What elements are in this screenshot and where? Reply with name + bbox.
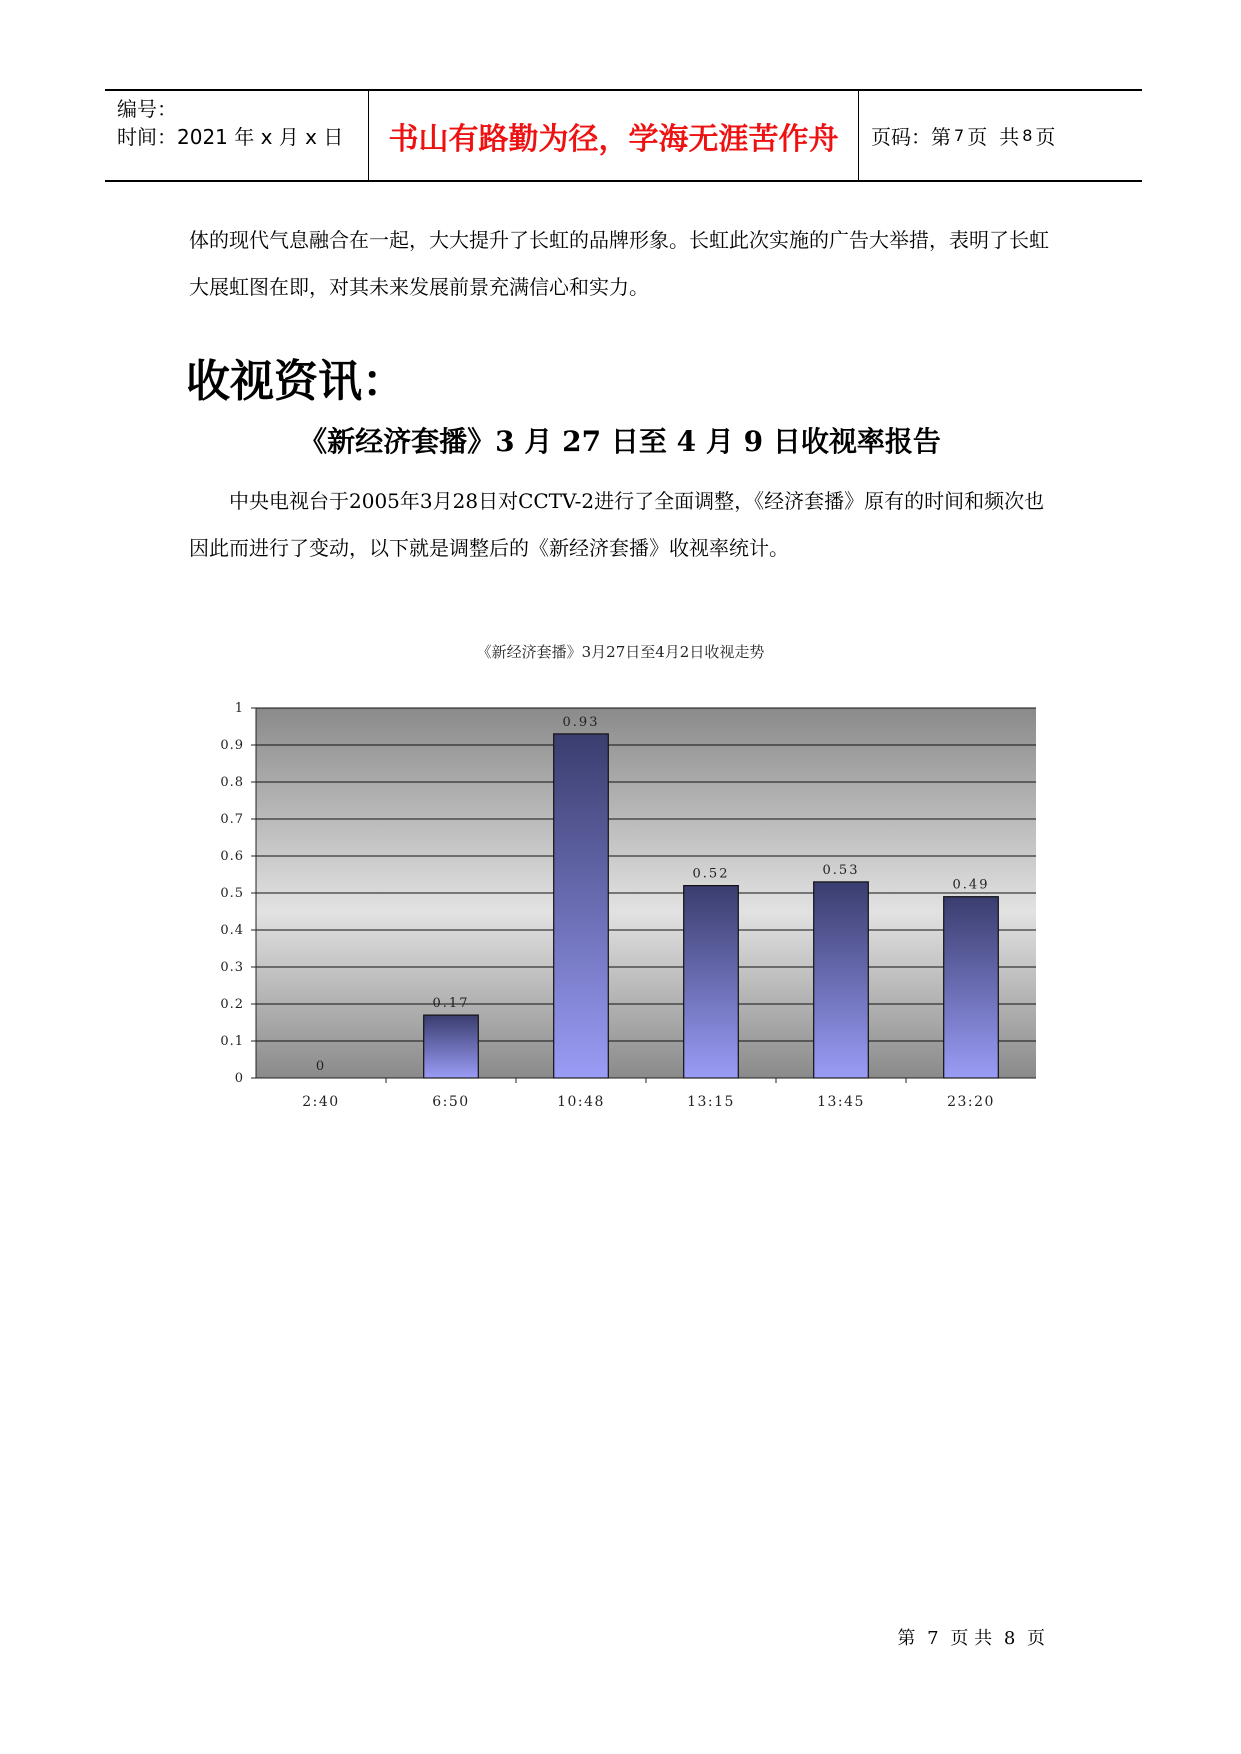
footer-total: 8 [1003, 1628, 1016, 1649]
report-title: 《新经济套播》3 月 27 日至 4 月 9 日收视率报告 [299, 425, 941, 458]
footer-current: 7 [927, 1628, 939, 1649]
y-tick-label: 0.3 [220, 960, 244, 975]
section-title: 收视资讯： [186, 356, 406, 407]
y-tick-label: 0 [234, 1071, 244, 1086]
doc-number-label: 编号： [117, 97, 177, 121]
header-page-suffix: 页 [1035, 125, 1056, 149]
x-tick-label: 10:48 [557, 1094, 605, 1110]
data-label: 0.49 [952, 877, 990, 893]
doc-time-label: 时间：2021 年 x 月 x 日 [117, 125, 344, 149]
footer-suffix: 页 [1027, 1628, 1045, 1649]
bar [424, 1015, 479, 1078]
y-tick-label: 0.7 [220, 812, 244, 827]
y-tick-label: 0.2 [220, 997, 244, 1012]
x-tick-label: 13:45 [817, 1094, 865, 1110]
y-tick-label: 1 [234, 701, 244, 716]
x-tick-label: 13:15 [687, 1094, 735, 1110]
chart-title: 《新经济套播》3月27日至4月2日收视走势 [476, 643, 765, 661]
bar [814, 882, 869, 1078]
y-tick-label: 0.1 [220, 1034, 244, 1049]
y-tick-label: 0.8 [220, 775, 244, 790]
footer-mid: 页 共 [950, 1628, 993, 1649]
bar [684, 886, 739, 1078]
data-label: 0.93 [562, 714, 600, 730]
x-tick-label: 23:20 [947, 1094, 995, 1110]
y-tick-label: 0.9 [220, 738, 244, 753]
y-tick-label: 0.4 [220, 923, 244, 938]
page-footer [897, 1624, 1045, 1650]
bar [554, 734, 609, 1078]
data-label: 0.17 [432, 996, 470, 1012]
x-tick-label: 2:40 [302, 1094, 340, 1110]
y-tick-label: 0.5 [220, 886, 244, 901]
bar-chart [200, 680, 1060, 1120]
data-label: 0.53 [822, 862, 860, 878]
intro-paragraph: 体的现代气息融合在一起，大大提升了长虹的品牌形象。长虹此次实施的广告大举措，表明了长虹大展虹图在即，对其未来发展前景充满信心和实力。 [189, 228, 1049, 299]
page-header [105, 89, 1142, 182]
header-motto: 书山有路勤为径，学海无涯苦作舟 [369, 91, 859, 180]
header-page-current: 7 [954, 126, 965, 145]
header-page-total: 8 [1022, 126, 1033, 145]
x-tick-label: 6:50 [432, 1094, 470, 1110]
bar [944, 897, 999, 1078]
header-meta [105, 91, 369, 180]
header-page-mid: 页 [967, 125, 988, 149]
header-page-info [859, 91, 1142, 180]
data-label: 0 [315, 1059, 327, 1074]
header-page-prefix: 页码：第 [871, 125, 951, 149]
header-page-total-prefix: 共 [999, 125, 1020, 149]
footer-prefix: 第 [897, 1628, 916, 1649]
body-paragraph: 中央电视台于2005年3月28日对CCTV-2进行了全面调整，《经济套播》原有的时间和频次也因此而进行了变动，以下就是调整后的《新经济套播》收视率统计。 [189, 489, 1045, 560]
data-label: 0.52 [692, 866, 730, 882]
y-tick-label: 0.6 [220, 849, 244, 864]
